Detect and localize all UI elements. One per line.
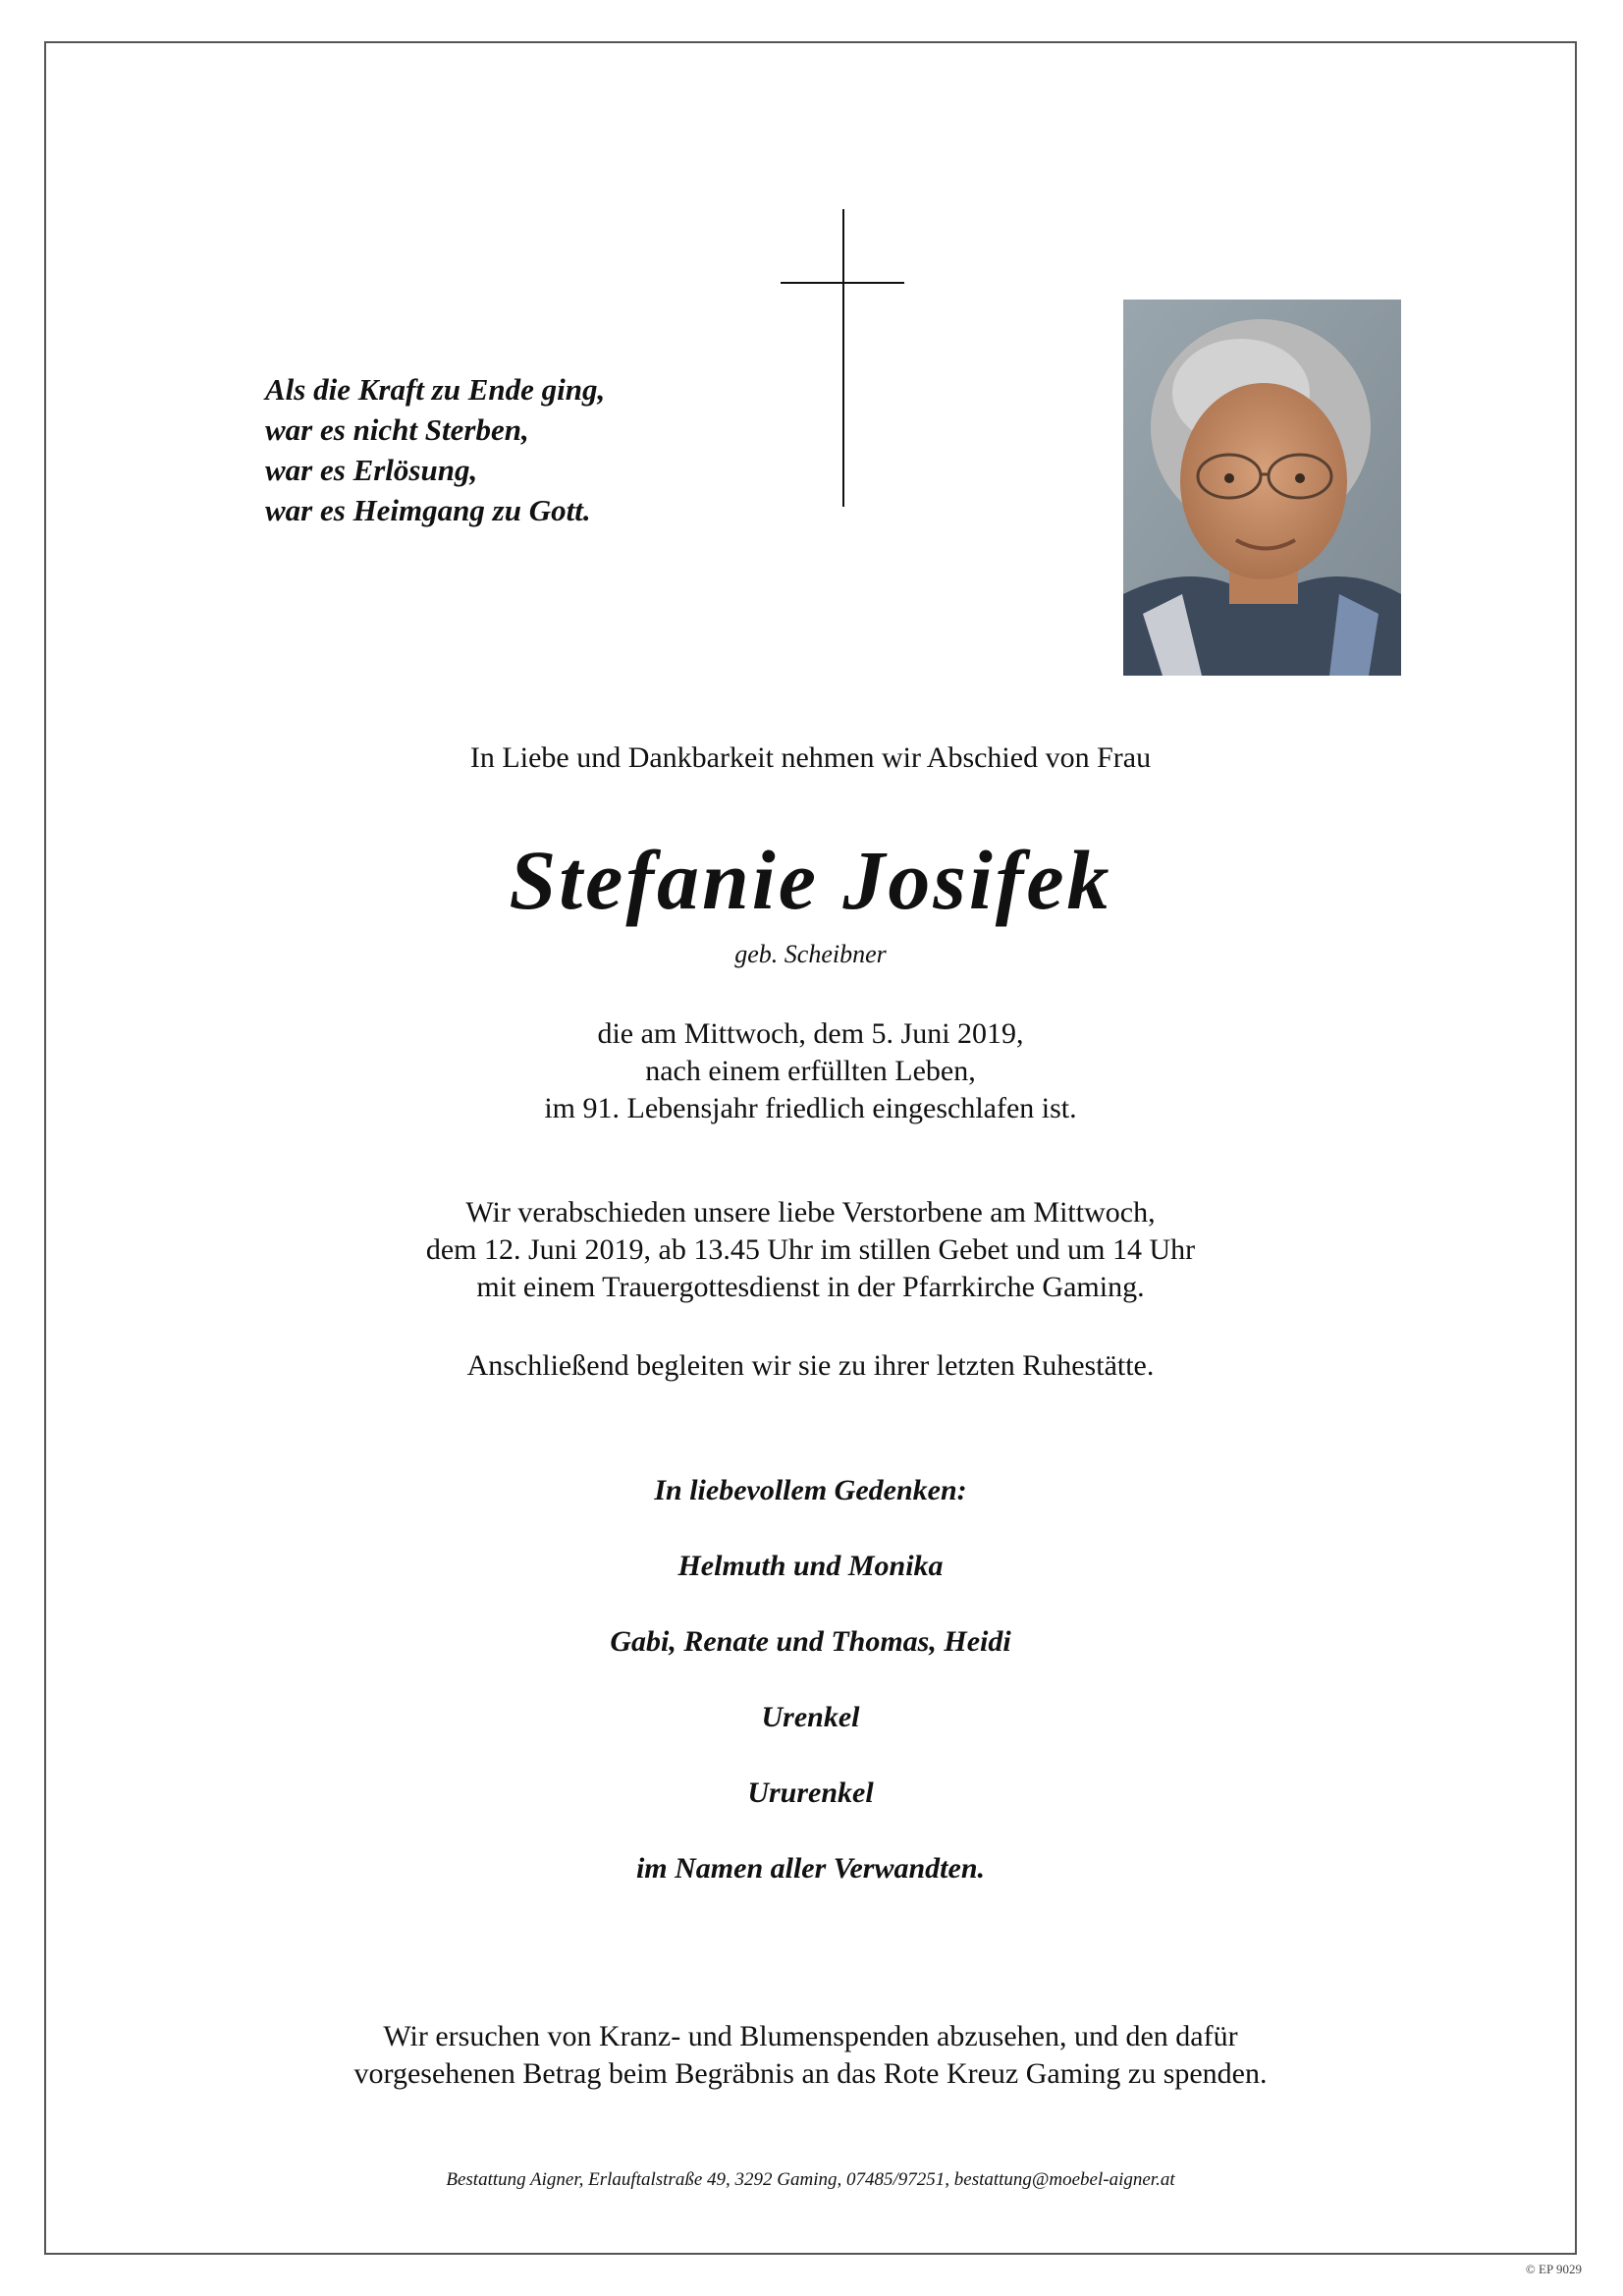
cross-icon-bar bbox=[781, 282, 904, 284]
service-line: Wir verabschieden unsere liebe Verstorbene am Mittwoch, bbox=[465, 1196, 1156, 1229]
funeral-home-footer: Bestattung Aigner, Erlauftalstraße 49, 3292 Gaming, 07485/97251, bestattung@moebel-aigner.at bbox=[446, 2169, 1175, 2190]
maiden-name: geb. Scheibner bbox=[734, 940, 887, 968]
mourner-line: Helmuth und Monika bbox=[677, 1550, 944, 1582]
poem-line: Als die Kraft zu Ende ging, bbox=[265, 372, 606, 407]
mourner-line: Gabi, Renate und Thomas, Heidi bbox=[610, 1625, 1011, 1658]
poem-line: war es Erlösung, bbox=[265, 453, 478, 487]
burial-info: Anschließend begleiten wir sie zu ihrer letzten Ruhestätte. bbox=[466, 1349, 1155, 1382]
service-info bbox=[44, 1194, 1577, 1306]
mourner-line: im Namen aller Verwandten. bbox=[635, 1852, 986, 1885]
intro-text: In Liebe und Dankbarkeit nehmen wir Abschied von Frau bbox=[469, 741, 1152, 774]
donation-line: Wir ersuchen von Kranz- und Blumenspenden abzusehen, und den dafür bbox=[383, 2020, 1238, 2052]
donation-request bbox=[44, 2018, 1577, 2093]
mourner-line: Ururenkel bbox=[747, 1777, 874, 1809]
document-code: © EP 9029 bbox=[1525, 2262, 1582, 2276]
mourners-heading: In liebevollem Gedenken: bbox=[654, 1474, 967, 1506]
deceased-name: Stefanie Josifek bbox=[509, 833, 1112, 927]
death-line: nach einem erfüllten Leben, bbox=[645, 1055, 976, 1087]
death-line: die am Mittwoch, dem 5. Juni 2019, bbox=[597, 1017, 1024, 1050]
death-announcement bbox=[44, 1015, 1577, 1127]
death-line: im 91. Lebensjahr friedlich eingeschlafen ist. bbox=[544, 1092, 1077, 1124]
donation-line: vorgesehenen Betrag beim Begräbnis an das Rote Kreuz Gaming zu spenden. bbox=[353, 2057, 1268, 2090]
poem-line: war es Heimgang zu Gott. bbox=[265, 493, 591, 527]
poem bbox=[265, 369, 605, 530]
portrait-photo bbox=[1123, 300, 1401, 676]
cross-icon bbox=[842, 209, 844, 507]
poem-line: war es nicht Sterben, bbox=[265, 412, 529, 447]
service-line: dem 12. Juni 2019, ab 13.45 Uhr im stillen Gebet und um 14 Uhr bbox=[425, 1233, 1196, 1266]
service-line: mit einem Trauergottesdienst in der Pfarrkirche Gaming. bbox=[476, 1271, 1145, 1303]
mourner-line: Urenkel bbox=[761, 1701, 860, 1733]
